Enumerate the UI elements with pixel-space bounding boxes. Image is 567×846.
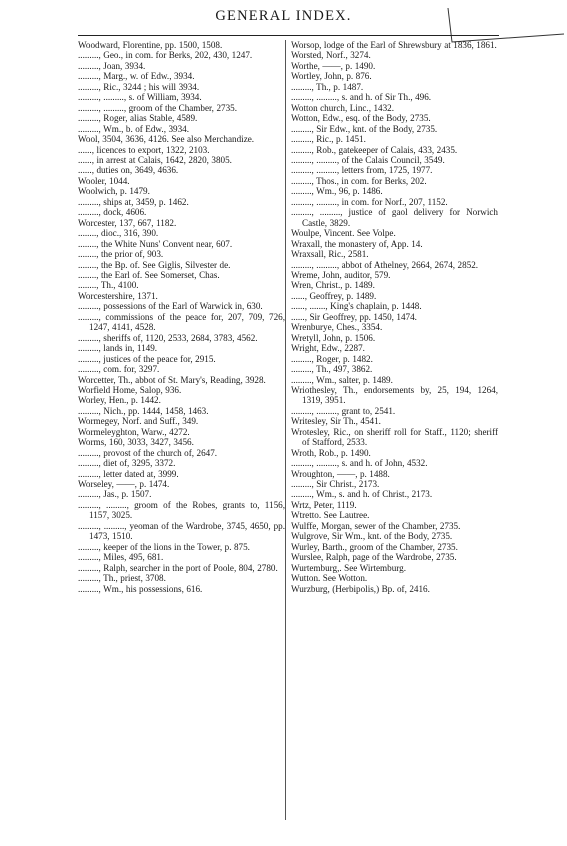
index-entry: ......, Sir Geoffrey, pp. 1450, 1474. (291, 311, 417, 322)
index-entry: Writesley, Sir Th., 4541. (291, 416, 381, 427)
index-entry: Wulffe, Morgan, sewer of the Chamber, 2735. (291, 520, 461, 531)
index-entry: ........., dock, 4606. (78, 207, 147, 218)
index-entry: Wraxsall, Ric., 2581. (291, 249, 369, 260)
index-entry: ........, dioc., 316, 390. (78, 228, 159, 239)
index-entry: Worsop, lodge of the Earl of Shrewsbury at 1836, 1861. (291, 40, 497, 50)
index-entry: Wren, Christ., p. 1489. (291, 280, 375, 291)
index-entry: ........., ........., abbot of Athelney, 2664, 2674, 2852. (291, 259, 479, 270)
index-entry: Wooler, 1044. (78, 175, 130, 186)
index-entry: ........., Ric., 3244 ; his will 3934. (78, 81, 200, 92)
index-entry: ......, in arrest at Calais, 1642, 2820, 3805. (78, 154, 232, 165)
index-entry: Wool, 3504, 3636, 4126. See also Merchandize. (78, 134, 255, 145)
index-entry: ........., Wm., salter, p. 1489. (291, 374, 393, 385)
index-entry: ........., justices of the peace for, 2915. (78, 353, 216, 364)
index-entry: ........, Th., 4100. (78, 280, 139, 291)
index-entry: ........., Nich., pp. 1444, 1458, 1463. (78, 405, 209, 416)
index-entry: Wotton, Edw., esq. of the Body, 2735. (291, 113, 431, 124)
page-title: GENERAL INDEX. (215, 8, 352, 24)
index-entry: Wraxall, the monastery of, App. 14. (291, 238, 423, 249)
index-entry: Wurzburg, (Herbipolis,) Bp. of, 2416. (291, 583, 430, 594)
index-entry: Wriothesley, Th., endorsements by, 25, 194, 1264, 1319, 3951. (291, 384, 498, 406)
index-entry: Wroth, Rob., p. 1490. (291, 447, 371, 458)
index-entry: ........., ........., letters from, 1725, 1977. (291, 165, 433, 176)
index-entry: Wotton church, Linc., 1432. (291, 102, 395, 113)
index-entry: ........., diet of, 3295, 3372. (78, 458, 176, 469)
index-entry: Wulgrove, Sir Wm., knt. of the Body, 2735. (291, 531, 453, 542)
index-entry: ........., Jas., p. 1507. (78, 489, 152, 500)
index-entry: ........., sheriffs of, 1120, 2533, 2684, 3783, 4562. (78, 332, 258, 343)
index-entry: ........., possessions of the Earl of Warwick in, 630. (78, 301, 263, 312)
index-entry: ........., Ric., p. 1451. (291, 134, 366, 145)
index-entry: ........., ........., groom of the Chamber, 2735. (78, 102, 237, 113)
index-entry: Worsted, Norf., 3274. (291, 50, 371, 61)
index-entry: ........., Th., priest, 3708. (78, 573, 166, 584)
index-entry: ........, the Bp. of. See Giglis, Silvester de. (78, 259, 231, 270)
index-entry: ......, ......., King's chaplain, p. 1448. (291, 301, 422, 312)
index-entry: Wortley, John, p. 876. (291, 71, 372, 82)
index-entry: Wormegey, Norf. and Suff., 349. (78, 416, 199, 427)
index-entry: ........., ........., s. and h. of John, 4532. (291, 458, 428, 469)
index-entry: Worcetter, Th., abbot of St. Mary's, Reading, 3928. (78, 374, 266, 385)
index-entry: Woodward, Florentine, pp. 1500, 1508. (78, 40, 223, 50)
index-entry: ........., keeper of the lions in the Tower, p. 875. (78, 541, 250, 552)
index-entry: Wutton. See Wotton. (291, 573, 368, 584)
index-entry: ........., Th., 497, 3862. (291, 364, 373, 375)
index-entry: Worcester, 137, 667, 1182. (78, 217, 177, 228)
header-rule (78, 35, 499, 36)
index-entry: ........., ........., s. and h. of Sir Th., 496. (291, 92, 432, 103)
index-entry: Wroughton, ——, p. 1488. (291, 468, 390, 479)
index-entry: Wrotesley, Ric., on sheriff roll for Staff., 1120; sheriff of Stafford, 2533. (291, 426, 498, 448)
index-entry: ........., Thos., in com. for Berks, 202. (291, 175, 427, 186)
index-entry: Worms, 160, 3033, 3427, 3456. (78, 437, 194, 448)
index-entry: ........., Marg., w. of Edw., 3934. (78, 71, 195, 82)
index-entry: ........., ........., grant to, 2541. (291, 405, 396, 416)
index-entry: ........., Roger, p. 1482. (291, 353, 373, 364)
index-entry: ........., ........., groom of the Robes, grants to, 1156, 1157, 3025. (78, 499, 285, 521)
index-column-left (78, 40, 285, 594)
index-entry: Woolwich, p. 1479. (78, 186, 150, 197)
index-entry: ......, Geoffrey, p. 1489. (291, 290, 377, 301)
index-entry: Worfield Home, Salop, 936. (78, 384, 182, 395)
index-entry: Wrtz, Peter, 1119. (291, 499, 357, 510)
index-entry: Wreme, John, auditor, 579. (291, 269, 391, 280)
index-entry: Wrenburye, Ches., 3354. (291, 322, 383, 333)
index-entry: ......, duties on, 3649, 4636. (78, 165, 179, 176)
index-entry: ........., commissions of the peace for, 207, 709, 726, 1247, 4141, 4528. (78, 311, 285, 333)
index-entry: ........, the White Nuns' Convent near, 607. (78, 238, 233, 249)
index-entry: Worley, Hen., p. 1442. (78, 395, 161, 406)
index-entry: Wurslee, Ralph, page of the Wardrobe, 2735. (291, 552, 457, 563)
index-entry: Wretyll, John, p. 1506. (291, 332, 376, 343)
index-entry: ........., Miles, 495, 681. (78, 552, 164, 563)
index-entry: ........., ........., s. of William, 3934. (78, 92, 202, 103)
index-entry: Wurtemburg,. See Wirtemburg. (291, 562, 406, 573)
index-column-right (291, 40, 498, 594)
index-entry: Woulpe, Vincent. See Volpe. (291, 228, 396, 239)
index-entry: ........., ........., yeoman of the Wardrobe, 3745, 4650, pp. 1473, 1510. (78, 520, 285, 542)
index-entry: ........., Wm., s. and h. of Christ., 2173. (291, 489, 433, 500)
index-entry: ........., Sir Edw., knt. of the Body, 2735. (291, 123, 438, 134)
index-entry: Worseley, ——, p. 1474. (78, 479, 170, 490)
index-entry: ........., Wm., 96, p. 1486. (291, 186, 383, 197)
index-entry: ........., ships at, 3459, p. 1462. (78, 196, 189, 207)
index-entry: ........., provost of the church of, 2647. (78, 447, 218, 458)
index-entry: Worcestershire, 1371. (78, 290, 158, 301)
index-entry: ........., Ralph, searcher in the port of Poole, 804, 2780. (78, 562, 278, 573)
index-entry: ........., Roger, alias Stable, 4589. (78, 113, 198, 124)
index-entry: ........., Geo., in com. for Berks, 202, 430, 1247. (78, 50, 253, 61)
index-entry: ........., Joan, 3934. (78, 60, 146, 71)
index-entry: ........., ........., of the Calais Council, 3549. (291, 154, 445, 165)
index-entry: ........., Sir Christ., 2173. (291, 479, 380, 490)
index-entry: ........., ........., in com. for Norf., 207, 1152. (291, 196, 448, 207)
index-entry: ........., lands in, 1149. (78, 343, 158, 354)
index-entry: ........., com. for, 3297. (78, 364, 160, 375)
index-entry: Wtretto. See Lautree. (291, 510, 370, 521)
index-entry: ........., letter dated at, 3999. (78, 468, 179, 479)
index-entry: ........., ........., justice of gaol delivery for Norwich Castle, 3829. (291, 207, 498, 228)
index-entry: Worthe, ——, p. 1490. (291, 60, 376, 71)
index-entry: ........., Wm., his possessions, 616. (78, 583, 203, 594)
index-entry: Wright, Edw., 2287. (291, 343, 365, 354)
index-entry: ........., Wm., b. of Edw., 3934. (78, 123, 189, 134)
index-entry: ........., Rob., gatekeeper of Calais, 433, 2435. (291, 144, 458, 155)
index-entry: ........., Th., p. 1487. (291, 81, 364, 92)
index-entry: ........, the prior of, 903. (78, 249, 164, 260)
column-divider (285, 40, 286, 820)
index-entry: Wormeleyghton, Warw., 4272. (78, 426, 190, 437)
index-entry: ........, the Earl of. See Somerset, Chas. (78, 269, 220, 280)
index-entry: Wurley, Barth., groom of the Chamber, 2735. (291, 541, 458, 552)
index-entry: ......, licences to export, 1322, 2103. (78, 144, 210, 155)
